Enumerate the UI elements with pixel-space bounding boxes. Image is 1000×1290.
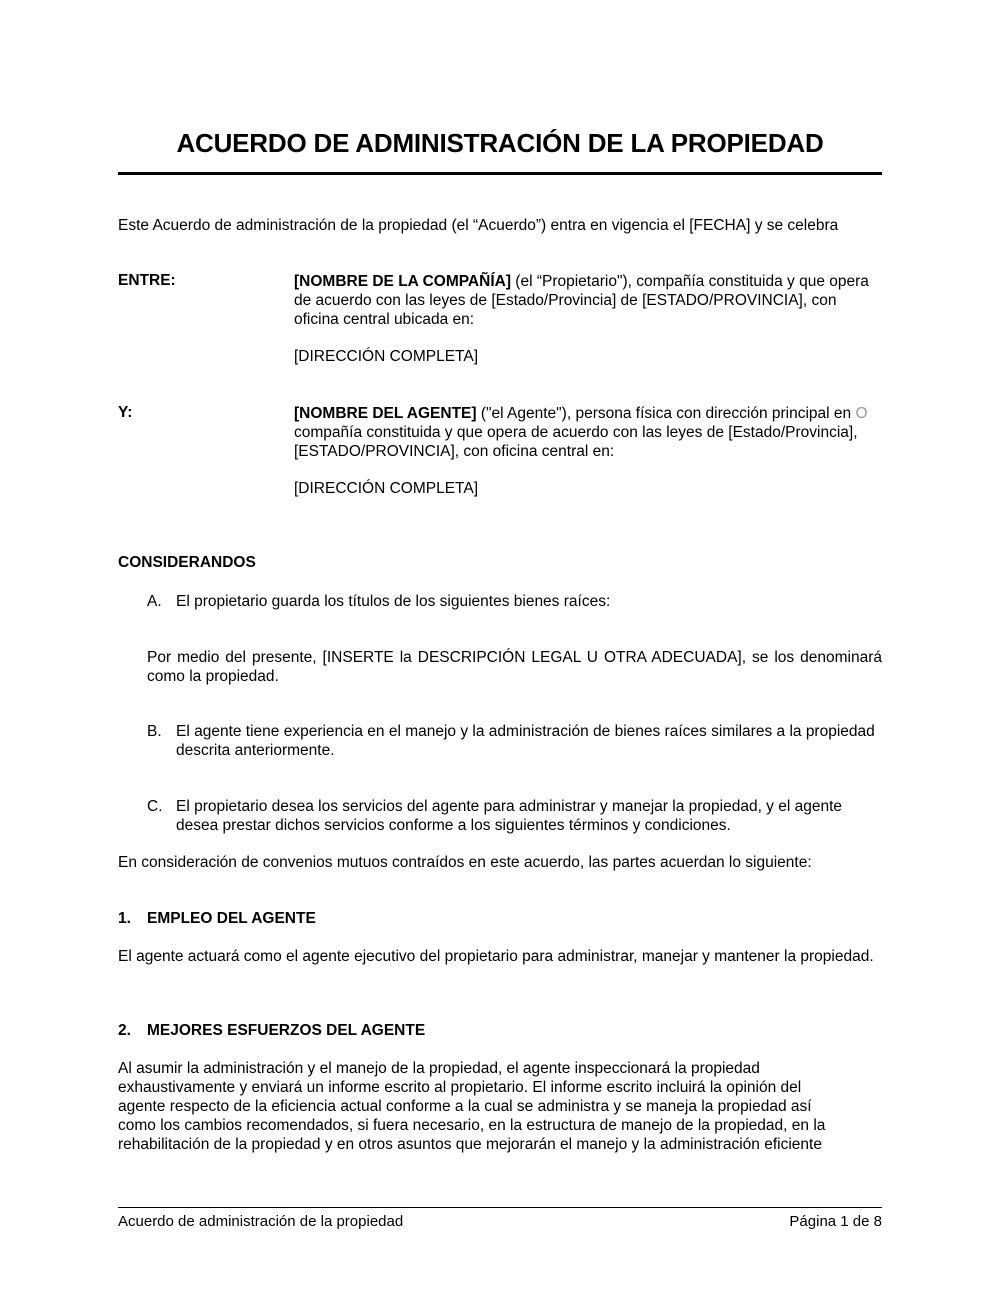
footer-divider xyxy=(118,1207,882,1208)
party-agent-text-2: compañía constituida y que opera de acuerdo con las leyes de [Estado/Provincia], [ESTADO/PROVINCIA], con oficina central en: xyxy=(294,424,858,460)
title-divider xyxy=(118,172,882,175)
party-agent xyxy=(294,404,882,461)
recital-text: El propietario desea los servicios del agente para administrar y manejar la propiedad, y el agente desea prestar dichos servicios conforme a los siguientes términos y condiciones. xyxy=(176,798,843,834)
recitals-heading: CONSIDERANDOS xyxy=(118,554,256,571)
section-title: EMPLEO DEL AGENTE xyxy=(147,910,316,927)
party-label-entre: ENTRE: xyxy=(118,272,176,289)
body-line: Al asumir la administración y el manejo de la propiedad, el agente inspeccionará la propiedad xyxy=(118,1060,760,1077)
party-owner-address: [DIRECCIÓN COMPLETA] xyxy=(294,348,479,365)
recital-item-b xyxy=(147,722,882,760)
recital-marker: A. xyxy=(147,593,162,610)
recital-item-a xyxy=(147,592,882,611)
recital-marker: B. xyxy=(147,723,162,740)
section-1-heading xyxy=(118,910,316,928)
body-line: rehabilitación de la propiedad y en otros asuntos que mejorarán el manejo y la administración eficiente xyxy=(118,1136,822,1153)
placeholder-circle-mark: O xyxy=(855,405,868,422)
recital-text: El agente tiene experiencia en el manejo y la administración de bienes raíces similares a la propiedad descrita anteriormente. xyxy=(176,723,875,759)
section-number: 1. xyxy=(118,910,131,927)
recital-marker: C. xyxy=(147,798,163,815)
section-title: MEJORES ESFUERZOS DEL AGENTE xyxy=(147,1022,426,1039)
party-label-y: Y: xyxy=(118,404,133,421)
document-title: ACUERDO DE ADMINISTRACIÓN DE LA PROPIEDAD xyxy=(176,128,824,158)
section-1-body: El agente actuará como el agente ejecutivo del propietario para administrar, manejar y mantener la propiedad. xyxy=(118,948,874,965)
intro-paragraph: Este Acuerdo de administración de la propiedad (el “Acuerdo”) entra en vigencia el [FECHA] y se celebra xyxy=(118,217,839,234)
section-2-body xyxy=(118,1059,882,1154)
section-number: 2. xyxy=(118,1022,131,1039)
party-owner-name: [NOMBRE DE LA COMPAÑÍA] xyxy=(294,273,511,290)
party-owner xyxy=(294,272,882,329)
body-line: como los cambios recomendados, si fuera necesario, en la estructura de manejo de la propiedad, en la xyxy=(118,1117,826,1134)
footer-document-name: Acuerdo de administración de la propiedad xyxy=(118,1213,404,1230)
party-agent-address: [DIRECCIÓN COMPLETA] xyxy=(294,480,479,497)
party-owner-text: (el “Propietario"), compañía constituida y que opera de acuerdo con las leyes de [Estado/Provincia] de [ESTADO/PROVINCIA], con oficina central ubicada en: xyxy=(294,273,869,328)
section-2-heading xyxy=(118,1022,425,1040)
legal-description: Por medio del presente, [INSERTE la DESCRIPCIÓN LEGAL U OTRA ADECUADA], se los denominará como la propiedad. xyxy=(147,649,882,685)
recital-item-c xyxy=(147,797,882,835)
party-agent-text-1: ("el Agente"), persona física con dirección principal en xyxy=(476,405,856,422)
recital-text: El propietario guarda los títulos de los siguientes bienes raíces: xyxy=(176,593,611,610)
consideration-paragraph: En consideración de convenios mutuos contraídos en este acuerdo, las partes acuerdan lo siguiente: xyxy=(118,854,812,871)
footer-page-number: Página 1 de 8 xyxy=(789,1213,882,1230)
body-line: exhaustivamente y enviará un informe escrito al propietario. El informe escrito incluirá la opinión del xyxy=(118,1079,802,1096)
body-line: agente respecto de la eficiencia actual conforme a la cual se administra y se maneja la propiedad así xyxy=(118,1098,812,1115)
party-agent-name: [NOMBRE DEL AGENTE] xyxy=(294,405,477,422)
